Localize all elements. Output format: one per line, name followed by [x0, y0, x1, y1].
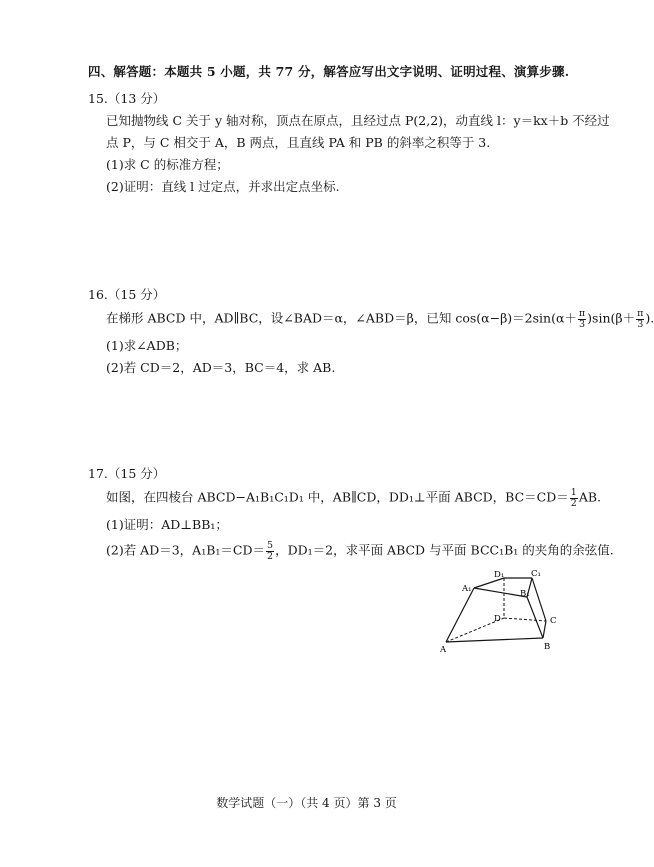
q16-stem-line1	[106, 309, 654, 329]
q16-header: 16.（15 分）	[88, 287, 166, 302]
q17-stem-line1	[106, 488, 601, 508]
label-d: D	[494, 614, 501, 624]
q17-stem-text-a: 如图，在四棱台 ABCD−A₁B₁C₁D₁ 中，AB∥CD，DD₁⊥平面 ABCD，BC＝CD＝	[106, 489, 569, 505]
q15-header: 15.（13 分）	[88, 91, 166, 106]
q15-part1: (1)求 C 的标准方程；	[106, 157, 229, 172]
q17-part1: (1)证明：AD⊥BB₁；	[106, 517, 228, 532]
q17-part2-text-a: (2)若 AD＝3，A₁B₁＝CD＝	[106, 542, 266, 558]
q15-part2: (2)证明：直线 l 过定点，并求出定点坐标.	[106, 179, 340, 194]
q15-stem-line2: 点 P，与 C 相交于 A，B 两点，且直线 PA 和 PB 的斜率之积等于 3.	[106, 135, 491, 150]
q17-part2	[106, 541, 614, 561]
label-c: C	[550, 616, 557, 626]
q16-stem-text-c: ).	[645, 310, 654, 326]
q15-stem-line1: 已知抛物线 C 关于 y 轴对称，顶点在原点，且经过点 P(2,2)，动直线 l：y＝kx＋b 不经过	[106, 113, 610, 128]
label-c1: C₁	[531, 569, 541, 579]
q16-stem-text-b: )sin(β＋	[587, 310, 636, 326]
q17-one-half: $\frac{1}{2}$	[570, 487, 577, 509]
q16-pi-over-3-first: $\frac{\pi}{3}$	[578, 308, 586, 330]
label-b1: B₁	[520, 589, 530, 599]
edge-a-b	[446, 638, 543, 642]
page-footer: 数学试题（一）（共 4 页）第 3 页	[216, 796, 397, 810]
q16-pi-over-3-second: $\frac{\pi}{3}$	[637, 308, 644, 330]
q16-stem-text-a: 在梯形 ABCD 中，AD∥BC，设∠BAD＝α，∠ABD＝β，已知 cos(α−β)＝2sin(α＋	[106, 310, 577, 326]
q17-part2-text-b: ，DD₁＝2，求平面 ABCD 与平面 BCC₁B₁ 的夹角的余弦值.	[275, 542, 614, 558]
q17-five-halves: $\frac{5}{2}$	[267, 540, 274, 562]
label-b: B	[544, 642, 551, 652]
section-title: 四、解答题：本题共 5 小题，共 77 分，解答应写出文字说明、证明过程、演算步骤.	[88, 64, 570, 79]
edge-b-c	[543, 621, 546, 638]
label-d1: D₁	[494, 570, 505, 580]
label-a1: A₁	[462, 584, 472, 594]
q17-stem-text-b: AB.	[578, 489, 601, 505]
q16-part1: (1)求∠ADB；	[106, 338, 188, 353]
edge-a-a1	[446, 588, 474, 642]
q16-part2: (2)若 CD＝2，AD＝3，BC＝4，求 AB.	[106, 360, 336, 375]
edge-d-c-hidden	[504, 618, 546, 621]
q17-header: 17.（15 分）	[88, 466, 166, 481]
frustum-figure	[432, 566, 572, 656]
label-a: A	[440, 645, 447, 655]
